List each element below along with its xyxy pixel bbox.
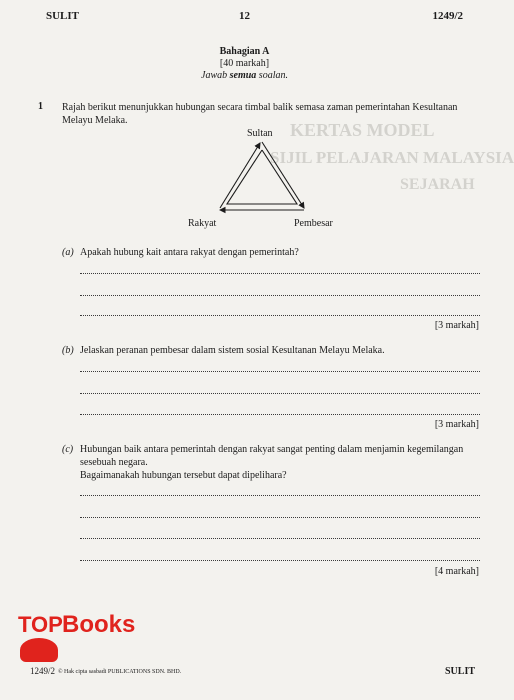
question-text: Rajah berikut menunjukkan hubungan secara timbal balik semasa zaman pemerintahan Kesultanan Melayu Melaka.	[62, 102, 458, 126]
answer-line[interactable]	[80, 538, 480, 539]
logo-books-text: Books	[62, 611, 136, 638]
part-a-letter: (a)	[62, 247, 74, 258]
part-c-letter: (c)	[62, 444, 74, 455]
bleed-through-watermark: SIJIL PELAJARAN MALAYSIA	[270, 148, 514, 167]
footer-sulit: SULIT	[444, 666, 475, 677]
label-rakyat: Rakyat	[188, 218, 217, 229]
answer-line[interactable]	[80, 517, 480, 518]
logo-top-text: TOP	[18, 612, 63, 637]
header-page-number: 12	[239, 10, 250, 22]
label-pembesar: Pembesar	[294, 218, 333, 229]
part-c-text-2: Bagaimanakah hubungan tersebut dapat dipelihara?	[80, 470, 287, 481]
section-title: Bahagian A	[219, 46, 270, 57]
inner-triangle	[227, 150, 297, 204]
section-marks-text: [40 markah]	[219, 58, 270, 69]
part-a-marks: [3 markah]	[434, 320, 479, 331]
answer-line[interactable]	[80, 393, 480, 394]
arrow-rakyat-to-sultan	[220, 143, 260, 208]
question-number: 1	[38, 101, 43, 112]
label-sultan: Sultan	[247, 128, 273, 139]
part-b-marks: [3 markah]	[434, 419, 479, 430]
section-heading	[0, 46, 489, 82]
part-c-text: Hubungan baik antara pemerintah dengan rakyat sangat penting dalam menjamin kegemilangan sesebuah negara.	[80, 444, 464, 468]
triangle-diagram	[180, 126, 345, 232]
part-b-text: Jelaskan peranan pembesar dalam sistem sosial Kesultanan Melayu Melaka.	[80, 345, 385, 356]
section-instruction	[0, 70, 489, 82]
instruction-prefix: Jawab	[201, 70, 228, 81]
header-sulit: SULIT	[46, 10, 80, 22]
part-a	[62, 246, 482, 260]
instruction-suffix: soalan.	[258, 70, 288, 81]
footer-copyright: © Hak cipta sasbadi PUBLICATIONS SDN. BHD.	[58, 669, 182, 675]
part-c	[62, 443, 482, 487]
footer-code: 1249/2	[30, 666, 56, 676]
answer-line[interactable]	[80, 273, 480, 274]
part-b	[62, 344, 482, 358]
answer-line[interactable]	[80, 495, 480, 496]
answer-line[interactable]	[80, 371, 480, 372]
answer-line[interactable]	[80, 295, 480, 296]
bleed-through-watermark: SEJARAH	[400, 176, 475, 193]
relationship-diagram	[180, 126, 345, 232]
instruction-bold: semua	[229, 70, 257, 81]
answer-line[interactable]	[80, 560, 480, 561]
part-c-marks: [4 markah]	[434, 566, 479, 577]
section-marks	[0, 58, 489, 70]
bleed-through-watermark: KERTAS MODEL	[290, 120, 435, 140]
logo-arch-icon	[20, 638, 58, 662]
answer-line[interactable]	[80, 414, 480, 415]
header-paper-code: 1249/2	[432, 10, 463, 22]
topbooks-logo	[18, 611, 136, 664]
part-a-text: Apakah hubung kait antara rakyat dengan pemerintah?	[80, 247, 299, 258]
arrow-sultan-to-pembesar	[262, 142, 304, 208]
part-b-letter: (b)	[62, 345, 74, 356]
answer-line[interactable]	[80, 315, 480, 316]
